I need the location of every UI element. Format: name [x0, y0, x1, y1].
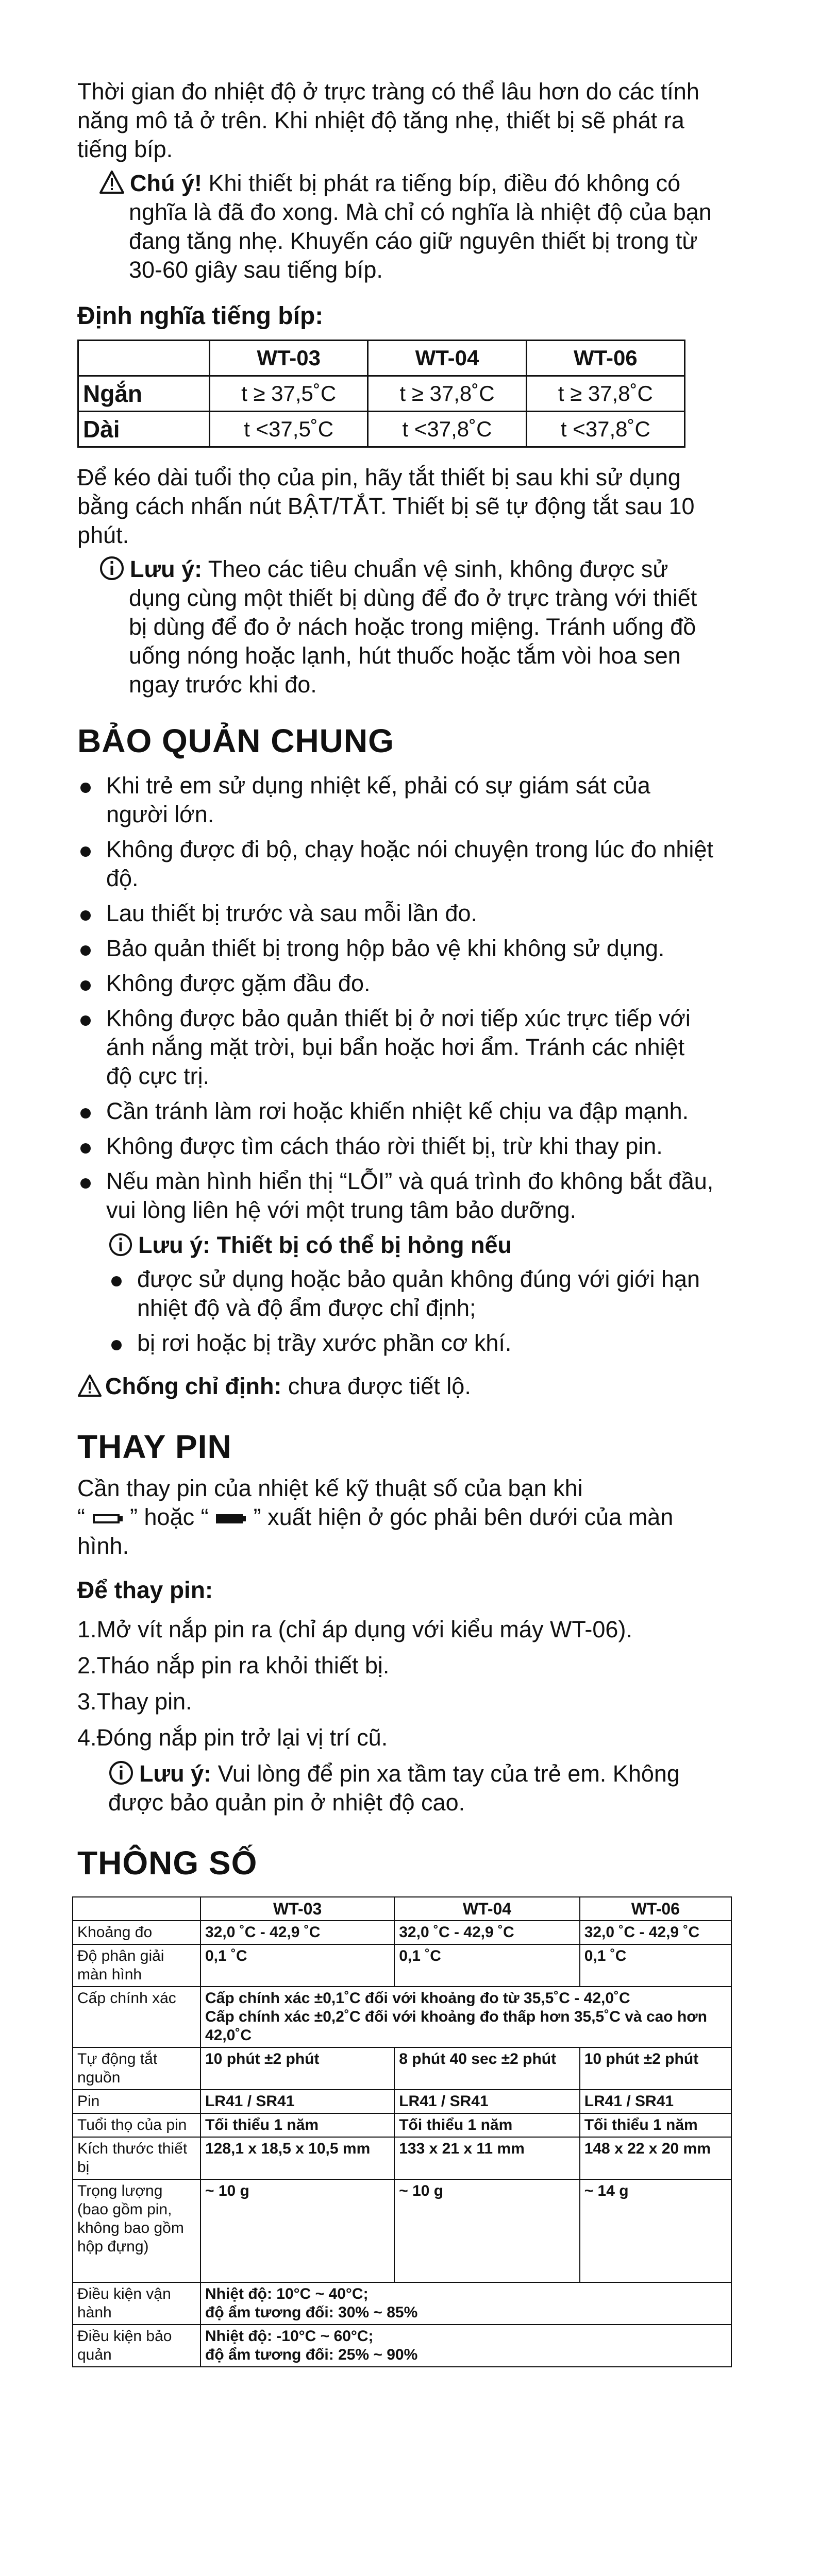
spec-value: 128,1 x 18,5 x 10,5 mm [200, 2137, 394, 2179]
specs-col-wt03: WT-03 [200, 1897, 394, 1921]
contra-label: Chống chỉ định: [105, 1373, 282, 1399]
table-row [73, 2325, 731, 2367]
table-row [73, 2047, 731, 2090]
info-icon [99, 555, 125, 581]
spec-value: 0,1 ˚C [394, 1944, 579, 1987]
spec-value: 10 phút ±2 phút [580, 2047, 731, 2090]
spec-value: LR41 / SR41 [200, 2090, 394, 2113]
list-item: 4.Đóng nắp pin trở lại vị trí cũ. [77, 1724, 388, 1751]
spec-value: LR41 / SR41 [580, 2090, 731, 2113]
beep-col-wt06: WT-06 [526, 341, 684, 376]
specs-col-wt06: WT-06 [580, 1897, 731, 1921]
specs-table [72, 1896, 732, 2367]
spec-value: Tối thiểu 1 năm [394, 2113, 579, 2137]
list-item: 1.Mở vít nắp pin ra (chỉ áp dụng với kiểu máy WT-06). [77, 1616, 632, 1642]
hygiene-note [77, 555, 716, 699]
spec-value: ~ 14 g [580, 2179, 731, 2282]
spec-label: Kích thước thiết bị [73, 2137, 200, 2179]
spec-label: Khoảng đo [73, 1921, 200, 1944]
list-item: Lau thiết bị trước và sau mỗi lần đo. [77, 899, 716, 928]
spec-value: 148 x 22 x 20 mm [580, 2137, 731, 2179]
beep-cell: t ≥ 37,8˚C [526, 376, 684, 412]
beep-row-long [78, 412, 685, 447]
spec-label: Điều kiện bảo quản [73, 2325, 200, 2367]
list-item: Nếu màn hình hiển thị “LỖI” và quá trình đo không bắt đầu, vui lòng liên hệ với một trung tâm bảo dưỡng. [77, 1167, 716, 1225]
intro-paragraph: Thời gian đo nhiệt độ ở trực tràng có thể lâu hơn do các tính năng mô tả ở trên. Khi nhiệt độ tăng nhẹ, thiết bị sẽ phát ra tiếng bíp. [77, 78, 699, 162]
beep-col-wt03: WT-03 [210, 341, 368, 376]
battery-note [77, 1759, 716, 1817]
spec-value: 0,1 ˚C [200, 1944, 394, 1987]
spec-value: Nhiệt độ: -10°C ~ 60°C; độ ẩm tương đối: 25% ~ 90% [200, 2325, 731, 2367]
list-item: Không được gặm đầu đo. [77, 969, 716, 998]
list-item: được sử dụng hoặc bảo quản không đúng với giới hạn nhiệt độ và độ ẩm được chỉ định; [108, 1265, 716, 1323]
specs-col-empty [73, 1897, 200, 1921]
table-row [73, 2113, 731, 2137]
list-item: Không được bảo quản thiết bị ở nơi tiếp xúc trực tiếp với ánh nắng mặt trời, bụi bẩn hoặc hơi ẩm. Tránh các nhiệt độ cực trị. [77, 1004, 716, 1091]
list-item: Khi trẻ em sử dụng nhiệt kế, phải có sự giám sát của người lớn. [77, 771, 716, 829]
beep-cell: t <37,8˚C [368, 412, 526, 447]
note-text: Vui lòng để pin xa tầm tay của trẻ em. Không được bảo quản pin ở nhiệt độ cao. [108, 1760, 680, 1816]
spec-label: Cấp chính xác [73, 1987, 200, 2047]
spec-label: Trọng lượng (bao gồm pin, không bao gồm hộp đựng) [73, 2179, 200, 2282]
beep-col-wt04: WT-04 [368, 341, 526, 376]
spec-value: 8 phút 40 sec ±2 phút [394, 2047, 579, 2090]
spec-label: Tự động tắt nguồn [73, 2047, 200, 2090]
list-item: 3.Thay pin. [77, 1688, 192, 1715]
list-item: Không được tìm cách tháo rời thiết bị, trừ khi thay pin. [77, 1132, 716, 1161]
beep-col-empty [78, 341, 210, 376]
list-item: bị rơi hoặc bị trầy xước phần cơ khí. [108, 1329, 716, 1358]
spec-value: 32,0 ˚C - 42,9 ˚C [200, 1921, 394, 1944]
table-row [73, 1944, 731, 1987]
table-row [73, 1921, 731, 1944]
beep-row-short [78, 376, 685, 412]
damage-note-text: Lưu ý: Thiết bị có thể bị hỏng nếu [138, 1232, 512, 1258]
info-icon [108, 1232, 133, 1257]
damage-note [77, 1231, 716, 1260]
note-label: Lưu ý: [130, 556, 203, 582]
table-row [73, 2090, 731, 2113]
table-row [73, 2137, 731, 2179]
spec-value: Nhiệt độ: 10°C ~ 40°C; độ ẩm tương đối: 30% ~ 85% [200, 2282, 731, 2325]
spec-label: Điều kiện vận hành [73, 2282, 200, 2325]
spec-value: Tối thiểu 1 năm [200, 2113, 394, 2137]
beep-row-label: Ngắn [78, 376, 210, 412]
beep-heading: Định nghĩa tiếng bíp: [77, 302, 324, 330]
spec-value: Cấp chính xác ±0,1˚C đối với khoảng đo từ 35,5˚C - 42,0˚C Cấp chính xác ±0,2˚C đối với khoảng đo thấp hơn 35,5˚C và cao hơn 42,0˚C [200, 1987, 731, 2047]
battery-heading: THAY PIN [77, 1428, 232, 1465]
battery-quote-open: “ [77, 1504, 85, 1530]
list-item: Không được đi bộ, chạy hoặc nói chuyện trong lúc đo nhiệt độ. [77, 835, 716, 893]
specs-col-wt04: WT-04 [394, 1897, 579, 1921]
info-icon [108, 1760, 134, 1786]
battery-low-icon [92, 1511, 124, 1527]
spec-label: Pin [73, 2090, 200, 2113]
specs-heading: THÔNG SỐ [77, 1844, 258, 1882]
spec-value: ~ 10 g [394, 2179, 579, 2282]
beep-row-label: Dài [78, 412, 210, 447]
contraindication [77, 1372, 716, 1401]
beep-cell: t ≥ 37,5˚C [210, 376, 368, 412]
list-item: Cần tránh làm rơi hoặc khiến nhiệt kế chịu va đập mạnh. [77, 1097, 716, 1126]
spec-value: 0,1 ˚C [580, 1944, 731, 1987]
spec-value: ~ 10 g [200, 2179, 394, 2282]
specs-header [73, 1897, 731, 1921]
caution-text: Khi thiết bị phát ra tiếng bíp, điều đó không có nghĩa là đã đo xong. Mà chỉ có nghĩa là nhiệt độ của bạn đang tăng nhẹ. Khuyến cáo giữ nguyên thiết bị trong từ 30-60 giây sau tiếng bíp. [129, 170, 712, 283]
note-label: Lưu ý: [139, 1760, 212, 1787]
battery-text-3: ” xuất hiện ở góc phải bên dưới của màn hình. [77, 1504, 674, 1559]
warning-icon [99, 170, 125, 195]
spec-label: Độ phân giải màn hình [73, 1944, 200, 1987]
damage-list [77, 1265, 716, 1358]
spec-value: 10 phút ±2 phút [200, 2047, 394, 2090]
battery-full-icon [215, 1511, 247, 1527]
beep-cell: t <37,5˚C [210, 412, 368, 447]
table-row [73, 1987, 731, 2047]
spec-value: 32,0 ˚C - 42,9 ˚C [580, 1921, 731, 1944]
battery-life-paragraph: Để kéo dài tuổi thọ của pin, hãy tắt thiết bị sau khi sử dụng bằng cách nhấn nút BẬT/TẮT. Thiết bị sẽ tự động tắt sau 10 phút. [77, 464, 695, 548]
spec-value: 133 x 21 x 11 mm [394, 2137, 579, 2179]
warning-icon [77, 1374, 102, 1398]
battery-intro [77, 1474, 716, 1561]
beep-table [77, 340, 685, 448]
battery-steps [77, 1615, 716, 1752]
manual-page [77, 77, 716, 2367]
spec-label: Tuổi thọ của pin [73, 2113, 200, 2137]
note-text: Theo các tiêu chuẩn vệ sinh, không được sử dụng cùng một thiết bị dùng để đo ở trực tràng với thiết bị dùng để đo ở nách hoặc trong miệng. Tránh uống đồ uống nóng hoặc lạnh, hút thuốc hoặc tắm vòi hoa sen ngay trước khi đo. [129, 556, 697, 698]
spec-value: LR41 / SR41 [394, 2090, 579, 2113]
contra-text: chưa được tiết lộ. [281, 1373, 471, 1399]
care-heading: BẢO QUẢN CHUNG [77, 722, 394, 759]
spec-value: Tối thiểu 1 năm [580, 2113, 731, 2137]
beep-table-header [78, 341, 685, 376]
care-list [77, 771, 716, 1225]
caution-label: Chú ý! [130, 170, 202, 196]
table-row [73, 2179, 731, 2282]
battery-text-2: ” hoặc “ [130, 1504, 209, 1530]
beep-cell: t <37,8˚C [526, 412, 684, 447]
beep-cell: t ≥ 37,8˚C [368, 376, 526, 412]
battery-text-1: Cần thay pin của nhiệt kế kỹ thuật số của bạn khi [77, 1475, 583, 1501]
list-item: Bảo quản thiết bị trong hộp bảo vệ khi không sử dụng. [77, 934, 716, 963]
list-item: 2.Tháo nắp pin ra khỏi thiết bị. [77, 1652, 390, 1679]
battery-subheading: Để thay pin: [77, 1577, 213, 1603]
spec-value: 32,0 ˚C - 42,9 ˚C [394, 1921, 579, 1944]
caution-notice [77, 169, 716, 284]
table-row [73, 2282, 731, 2325]
